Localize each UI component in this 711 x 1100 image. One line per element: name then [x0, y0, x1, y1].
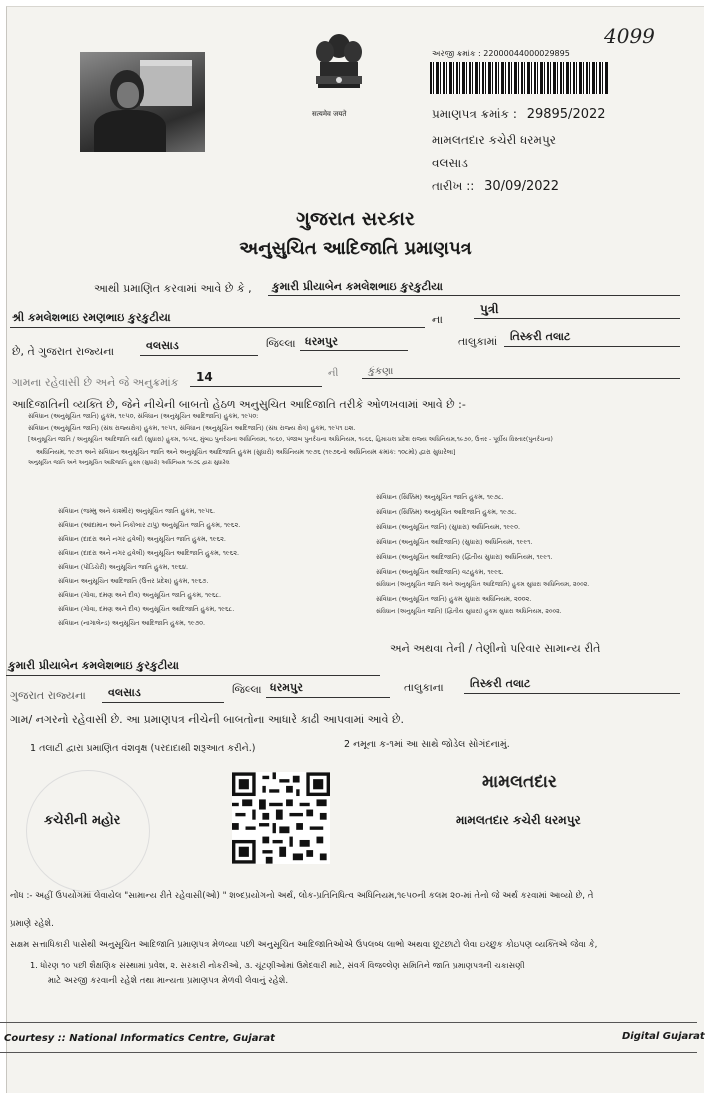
act-list-item: સંવિધાન (દાદરા અને નગર હવેલી) અનુસૂચિત આદિજાતિ હુકમ, ૧૯૬૨.	[58, 549, 240, 557]
applicant-name-2: કુમારી પ્રીયાબેન કમલેશભાઇ કુરકુટીયા	[8, 659, 179, 672]
ni-label: ની	[328, 368, 339, 379]
note-line-2: પ્રમાણે રહેશે.	[10, 919, 54, 929]
barcode	[430, 62, 608, 94]
act-line: અનુસૂચિત જાતિ અને અનુસૂચિત આદિજાતિ હુકમ (સુધારો) અધિનિયમ ૧૯૭૬ દ્વારા સુધારેલ	[28, 460, 230, 466]
applicant-photo	[80, 52, 205, 152]
handwritten-number: 4099	[604, 24, 655, 48]
relation: પુત્રી	[480, 302, 499, 316]
certify-prefix: આથી પ્રમાણિત કરવામાં આવે છે કે ,	[94, 282, 252, 295]
basis-item-1: 1 તલાટી દ્વારા પ્રમાણિત વંશવૃક્ષ (પરદાદાથી શરૂઆત કરીને.)	[30, 743, 256, 754]
note-line-4: 1. ધોરણ ૧૦ પછી શૈક્ષણિક સંસ્થામાં પ્રવેશ, ૨. સરકારી નોકરીઓ, ૩. ચૂંટણીઓમાં ઉમેદવારી માટે, સંવર્ગ વિજલ્લેણ સમિતિને જાતિ પ્રમાણપત્રની ચકાસણી	[30, 960, 525, 970]
national-emblem-icon	[308, 32, 370, 114]
note-line-3: સક્ષમ સત્તાધિકારી પાસેથી અનુસૂચિત આદિજાતિ પ્રમાણપત્ર મેળવ્યા પછી અનુસૂચિત આદિજાતિઓએ ઉપલબ્ધ લાભો અથવા છૂટછાટો લેવા ઇચ્છુક કોઇપણ વ્યક્તિએ જેવા કે,	[10, 940, 598, 950]
act-list-item: સંવિધાન (જમ્મુ અને કાશ્મીર) અનુસૂચિત જાતિ હુકમ, ૧૯૫૬.	[58, 507, 215, 515]
certificate-number-row	[432, 107, 606, 122]
office-line: મામલતદાર કચેરી ધરમપુર	[432, 133, 556, 147]
footer-courtesy: Courtesy :: National Informatics Centre, Gujarat	[4, 1033, 275, 1044]
footer-rule-top	[0, 1022, 697, 1023]
act-list-item: સંવિધાન (અનુસૂચિત જાતિ) (દ્વિતીય સુધારા) હુકમ સુધારા અધિનિયમ, ૨૦૦૨.	[376, 608, 562, 615]
act-line: સંવિધાન (અનુસૂચિત જાતિ) હુકમ, ૧૯૫૦, સંવિધાન (અનુસૂચિત આદિજાતિ) હુકમ, ૧૯૫૦:	[28, 412, 259, 420]
certificate-title: અનુસુચિત આદિજાતિ પ્રમાણપત્ર	[239, 238, 472, 259]
act-list-item: સંવિધાન (અનુસૂચિત જાતિ) હુકમ સુધારા અધિનિયમ, ૨૦૦૨.	[376, 595, 532, 603]
act-list-item: સંવિધાન (દાદરા અને નગર હવેલી) અનુસૂચિત જાતિ હુકમ, ૧૯૬૨.	[58, 535, 226, 543]
act-line: સંવિધાન (અનુસૂચિત જાતિ) (સંઘ રાજ્યક્ષેત્ર) હુકમ, ૧૯૫૧, સંવિધાન (અનુસૂચિત આદિજાતિ) (સંઘ રાજ્ય ક્ષેત્ર) હુકમ, ૧૯૫૧ ઇશ.	[28, 424, 356, 432]
note-line-5: માટે અરજી કરવાની રહેશે તથા માન્યતા પ્રમાણપત્ર મેળવી લેવાનું રહેશે.	[48, 976, 289, 986]
father-name: શ્રી કમલેશભાઇ રમણભાઇ કુરકુટીયા	[12, 311, 171, 324]
certificate-number-label: પ્રમાણપત્ર ક્રમાંક :	[432, 107, 517, 121]
footer-brand: Digital Gujarat	[622, 1031, 705, 1042]
act-list-item: સંવિધાન (અનુસૂચિત આદિજાતિ) (દ્વિતીય સુધારા) અધિનિયમ, ૧૯૯૧.	[376, 553, 553, 561]
serial-number: 14	[196, 370, 213, 384]
act-line: [અનુસૂચિત જાતિ / અનુસૂચિત આદિજાતિ યાદી (સુધારા) હુકમ, ૧૯૫૬, મુંબઇ પુનર્રચના અધિનિયમ, ૧૯૬૦, પંજાબ પુનર્રચના અધિનિયમ, ૧૯૬૬, હિમાચલ પ્રદેશ રાજ્ય અધિનિયમ,૧૯૭૦, ઉત્તર - પૂર્વીય વિસ્તાર(પુનર્રચના)	[28, 436, 553, 443]
signatory: મામલતદાર કચેરી ધરમપુર	[456, 813, 581, 827]
government-title: ગુજરાત સરકાર	[296, 208, 415, 230]
tribe-statement: આદિજાતિની વ્યક્તિ છે, જેને નીચેની બાબતો હેઠળ અનુસુચિત આદિજાતિ તરીકે ઓળખવામાં આવે છે :-	[12, 398, 466, 411]
taluka-value-2: ધરમપુર	[270, 681, 303, 694]
village-value: તિસ્કરી તલાટ	[510, 330, 571, 343]
taluka-label-2: તાલુકાના	[404, 681, 444, 694]
resident-prefix: ગામના રહેવાસી છે અને જે અનુક્રમાંક	[12, 376, 179, 389]
issue-date: 30/09/2022	[484, 179, 560, 194]
act-list-item: સંવિધાન (ગોવા, દમણ અને દીવ) અનુસૂચિત જાતિ હુકમ, ૧૯૬૮.	[58, 591, 222, 599]
district-label-2: જિલ્લા	[232, 683, 262, 696]
taluka-value: ધરમપુર	[305, 335, 338, 348]
date-label: તારીખ ::	[432, 179, 475, 193]
act-list-item: સંવિધાન (ગોવા, દમણ અને દીવ) અનુસૂચિત આદિજાતિ હુકમ, ૧૯૬૮.	[58, 605, 235, 613]
basis-item-2: 2 નમૂના ક-૧માં આ સાથે જોડેલ સોગંદનામું.	[344, 739, 510, 750]
act-list-item: સંવિધાન (સિક્કિમ) અનુસૂચિત જાતિ હુકમ, ૧૯૭૮.	[376, 493, 504, 501]
applicant-name: કુમારી પ્રીયાબેન કમલેશભાઇ કુરકુટીયા	[272, 280, 443, 293]
application-number: અરજી ક્રમાંક : 22000044000029895	[432, 49, 570, 58]
footer-rule-bottom	[0, 1052, 697, 1053]
act-list-item: સંવિધાન અનુસૂચિત આદિજાતિ (ઉત્તર પ્રદેશ) હુકમ, ૧૯૬૭.	[58, 577, 209, 585]
na-label: ના	[432, 313, 443, 326]
district-value-2: વલસાડ	[108, 686, 141, 699]
district-label: જિલ્લા	[266, 337, 296, 350]
village-value-2: તિસ્કરી તલાટ	[470, 677, 531, 690]
tribe-name: કુંકણા	[368, 366, 394, 377]
act-list-item: સંવિધાન (પોંડિચેરી) અનુસૂચિત જાતિ હુકમ, ૧૯૬૪.	[58, 563, 188, 571]
date-row	[432, 179, 559, 194]
signature: મામલતદાર	[482, 772, 557, 792]
village-resident-line: ગામ/ નગરનો રહેવાસી છે. આ પ્રમાણપત્ર નીચેની બાબતોના આધારે કાઢી આપવામાં આવે છે.	[10, 713, 405, 726]
seal-label: કચેરીની મહોર	[44, 813, 121, 828]
act-list-item: સંવિધાન (આંદામાન અને નિકોબાર ટાપુ) અનુસૂચિત જાતિ હુકમ, ૧૯૬૨.	[58, 521, 241, 529]
state-prefix: છે, તે ગુજરાત રાજ્યના	[12, 345, 115, 358]
office-seal	[26, 770, 150, 892]
family-text: અને અથવા તેની / તેણીનો પરિવાર સામાન્ય રીતે	[390, 642, 601, 655]
act-list-item: સંવિધાન (અનુસૂચિત આદિજાતિ) (સુધારા) અધિનિયમ, ૧૯૯૧.	[376, 538, 533, 546]
qr-code	[232, 772, 330, 864]
note-line-1: નોંધ :- અહીં ઉપયોગમાં લેવાયેલ "સામાન્ય રીતે રહેવાસી(ઓ) " શબ્દપ્રયોગનો અર્થ, લોક-પ્રતિનિધિત્વ અધિનિયમ,૧૯૫૦ની કલમ ૨૦-માં તેનો જે અર્થ કરવામાં આવ્યો છે, તે	[10, 891, 594, 901]
emblem-caption: सत्यमेव जयते	[312, 110, 347, 118]
act-line: અધિનિયમ, ૧૯૭૧ અને સંવિધાન અનુસૂચિત જાતિ અને અનુસૂચિત આદિજાતિ હુકમ (સુધારો) અધિનિયમ ૧૯૭૬ (૧૯૭૬નો અધિનિયમ ક્રમાંક: ૧૦૮મો) દ્વારા સુધારેલા]	[36, 448, 456, 456]
taluka-label: તાલુકામાં	[458, 335, 498, 348]
act-list-item: સંવિધાન (અનુસૂચિત જાતિ અને અનુસૂચિત આદિજાતિ) હુકમ સુધારા અધિનિયમ, ૨૦૦૨.	[376, 581, 590, 588]
district-line: વલસાડ	[432, 156, 468, 170]
act-list-item: સંવિધાન (સિક્કિમ) અનુસૂચિત આદિજાતિ હુકમ, ૧૯૭૮.	[376, 508, 517, 516]
certificate-number: 29895/2022	[526, 107, 606, 122]
act-list-item: સંવિધાન (અનુસૂચિત આદિજાતિ) વટહુકમ, ૧૯૯૬.	[376, 568, 504, 576]
act-list-item: સંવિધાન (અનુસૂચિત જાતિ) (સુધારા) અધિનિયમ, ૧૯૯૦.	[376, 523, 520, 531]
district-value: વલસાડ	[146, 339, 179, 352]
state-prefix-2: ગુજરાત રાજ્યના	[10, 689, 86, 702]
act-list-item: સંવિધાન (નાગાલેન્ડ) અનુસૂચિત આદિજાતિ હુકમ, ૧૯૭૦.	[58, 619, 206, 627]
